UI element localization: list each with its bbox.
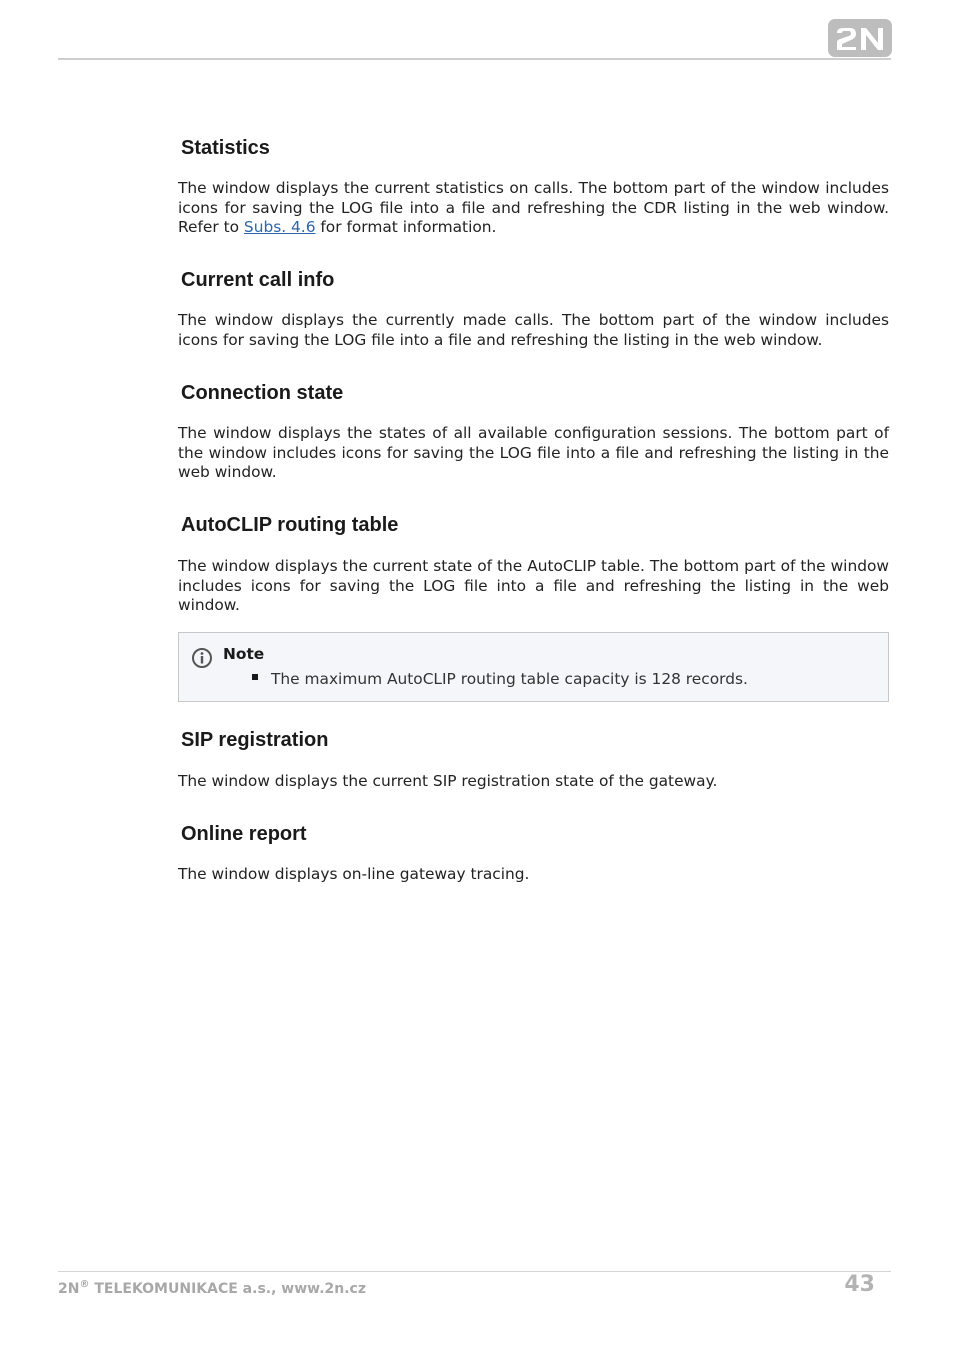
statistics-text-before-link: The window displays the current statistics on calls. The bottom part of the window includes icons for saving the LOG file into a file and refreshing the CDR listing in the web window. Refer to xyxy=(178,179,889,237)
section-body-online-report: The window displays on-line gateway tracing. xyxy=(178,865,530,883)
header-divider xyxy=(58,58,891,60)
note-box xyxy=(178,632,889,702)
section-body-autoclip-routing-table: The window displays the current state of the AutoCLIP table. The bottom part of the window includes icons for saving the LOG file into a file and refreshing the listing in the web window. xyxy=(178,557,889,615)
section-title-sip-registration: SIP registration xyxy=(181,729,329,751)
section-body-statistics xyxy=(178,179,889,238)
page-number: 43 xyxy=(844,1272,875,1297)
subs-4-6-link[interactable]: Subs. 4.6 xyxy=(243,218,316,237)
footer-company xyxy=(58,1279,366,1297)
section-title-current-call-info: Current call info xyxy=(181,269,335,291)
section-body-current-call-info: The window displays the currently made calls. The bottom part of the window includes icons for saving the LOG file into a file and refreshing the listing in the web window. xyxy=(178,311,889,349)
info-icon xyxy=(191,647,213,669)
section-title-autoclip-routing-table: AutoCLIP routing table xyxy=(181,514,399,536)
footer-company-prefix: 2N xyxy=(58,1281,80,1297)
note-title: Note xyxy=(223,645,265,663)
statistics-text-after-link: for format information. xyxy=(315,218,497,237)
registered-mark: ® xyxy=(79,1279,90,1290)
section-body-connection-state: The window displays the states of all available configuration sessions. The bottom part of the window includes icons for saving the LOG file into a file and refreshing the listing in the web window. xyxy=(178,424,889,482)
section-title-online-report: Online report xyxy=(181,823,307,845)
2n-logo xyxy=(828,19,892,57)
section-title-connection-state: Connection state xyxy=(181,382,344,404)
section-body-sip-registration: The window displays the current SIP registration state of the gateway. xyxy=(178,772,718,790)
footer-divider xyxy=(58,1271,891,1272)
note-list-item: The maximum AutoCLIP routing table capacity is 128 records. xyxy=(271,670,748,688)
section-title-statistics: Statistics xyxy=(181,137,270,159)
footer-company-suffix: TELEKOMUNIKACE a.s., www.2n.cz xyxy=(89,1281,366,1297)
bullet-marker xyxy=(252,674,258,680)
